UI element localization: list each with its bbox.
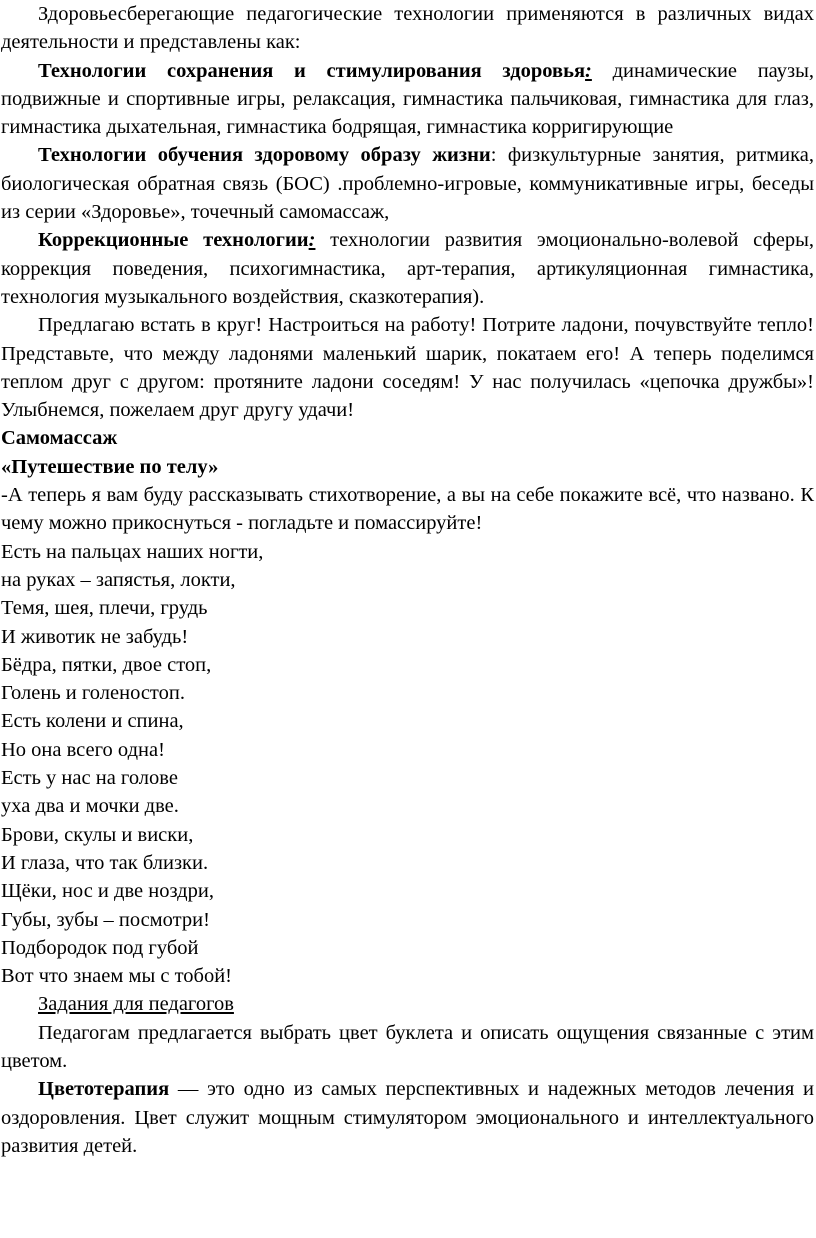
tech-correction-paragraph: [1, 226, 814, 311]
tech-correction-text: технологии развития эмоционально-волевой сферы, коррекция поведения, психогимнастика, арт-терапия, артикуляционная гимнастика, технология музыкального воздействия, сказкотерапия).: [1, 229, 815, 308]
poem-line: уха два и мочки две.: [1, 795, 179, 818]
poem-line: Есть на пальцах наших ногти,: [1, 540, 264, 563]
tasks-paragraph: Педагогам предлагается выбрать цвет буклета и описать ощущения связанные с этим цветом.: [1, 1021, 814, 1072]
tech-healthy-lifestyle-title: Технологии обучения здоровому образу жизни: [38, 144, 491, 167]
poem-line: Голень и голеностоп.: [1, 682, 185, 705]
massage-subheading: «Путешествие по телу»: [1, 455, 219, 478]
poem-line: Губы, зубы – посмотри!: [1, 908, 210, 931]
color-therapy-text: — это одно из самых перспективных и надежных методов лечения и оздоровления. Цвет служит мощным стимулятором эмоционального и интеллектуального развития детей.: [1, 1078, 814, 1157]
color-therapy-term: Цветотерапия: [38, 1078, 170, 1101]
poem-line: Есть колени и спина,: [1, 710, 184, 733]
color-therapy-paragraph: [1, 1075, 814, 1160]
massage-instruction: -А теперь я вам буду рассказывать стихотворение, а вы на себе покажите всё, что названо. К чему можно прикоснуться - погладьте и помассируйте!: [1, 484, 814, 535]
intro-paragraph: Здоровьесберегающие педагогические технологии применяются в различных видах деятельности и представлены как:: [1, 3, 814, 54]
poem-line: Брови, скулы и виски,: [1, 823, 194, 846]
poem-line: И животик не забудь!: [1, 625, 189, 648]
tech-healthy-lifestyle-text: : физкультурные занятия, ритмика, биологическая обратная связь (БОС) .проблемно-игровые, коммуникативные игры, беседы из серии «Здоровье», точечный самомассаж,: [1, 144, 814, 224]
tech-correction-colon: :: [308, 229, 316, 252]
poem-line: Вот что знаем мы с тобой!: [1, 965, 232, 988]
tech-preservation-title: Технологии сохранения и стимулирования здоровья: [38, 59, 586, 82]
massage-heading: Самомассаж: [1, 427, 118, 450]
poem-line: Подбородок под губой: [1, 936, 199, 959]
poem: [1, 538, 814, 991]
poem-line: Темя, шея, плечи, грудь: [1, 597, 208, 620]
poem-line: Бёдра, пятки, двое стоп,: [1, 653, 212, 676]
circle-exercise-paragraph: Предлагаю встать в круг! Настроиться на работу! Потрите ладони, почувствуйте тепло! Представьте, что между ладонями маленький шарик, покатаем его! А теперь поделимся теплом друг с другом: протяните ладони соседям! У нас получилась «цепочка дружбы»! Улыбнемся, пожелаем друг другу удачи!: [1, 314, 814, 422]
tech-preservation-colon: :: [585, 59, 592, 82]
poem-line: И глаза, что так близки.: [1, 851, 209, 874]
poem-line: Есть у нас на голове: [1, 767, 178, 790]
tech-preservation-paragraph: [1, 57, 814, 142]
tech-healthy-lifestyle-paragraph: [1, 141, 814, 226]
tech-preservation-text: динамические паузы, подвижные и спортивные игры, релаксация, гимнастика пальчиковая, гимнастика для глаз, гимнастика дыхательная, гимнастика бодрящая, гимнастика корригирующие: [1, 59, 814, 139]
tech-correction-title: Коррекционные технологии: [38, 229, 309, 252]
tasks-title: Задания для педагогов: [38, 993, 234, 1016]
poem-line: Щёки, нос и две ноздри,: [1, 880, 214, 903]
poem-line: Но она всего одна!: [1, 738, 165, 761]
poem-line: на руках – запястья, локти,: [1, 568, 236, 591]
